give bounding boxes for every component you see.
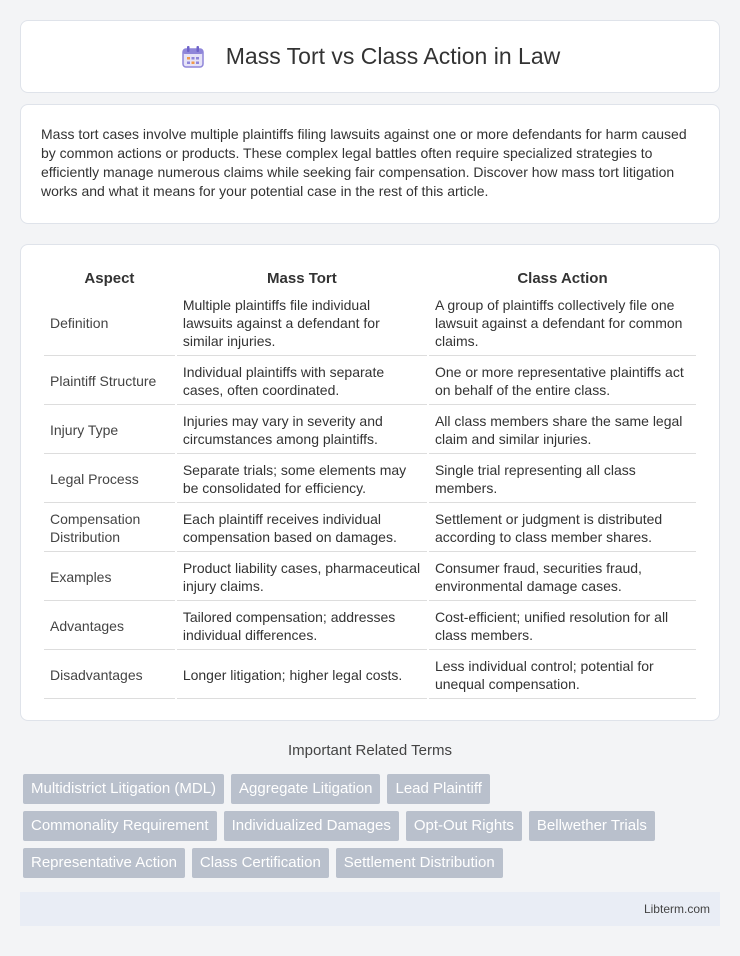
mass-tort-cell: Tailored compensation; addresses individual differences. <box>177 603 427 650</box>
table-row <box>44 554 696 601</box>
aspect-cell: Injury Type <box>44 407 175 454</box>
class-action-cell: Single trial representing all class members. <box>429 456 696 503</box>
table-row <box>44 407 696 454</box>
term-tag-settlement-distribution[interactable]: Settlement Distribution <box>336 848 503 878</box>
calendar-icon <box>180 44 206 70</box>
table-row <box>44 358 696 405</box>
mass-tort-cell: Product liability cases, pharmaceutical injury claims. <box>177 554 427 601</box>
aspect-cell: Definition <box>44 291 175 356</box>
mass-tort-cell: Each plaintiff receives individual compensation based on damages. <box>177 505 427 552</box>
mass-tort-cell: Separate trials; some elements may be consolidated for efficiency. <box>177 456 427 503</box>
column-header-class-action: Class Action <box>517 270 608 287</box>
table-row <box>44 291 696 356</box>
table-header-row <box>44 266 696 289</box>
related-terms <box>23 774 720 885</box>
tag-row <box>23 811 720 841</box>
class-action-cell: One or more representative plaintiffs act on behalf of the entire class. <box>429 358 696 405</box>
related-terms-title: Important Related Terms <box>288 742 452 759</box>
term-tag-class-certification[interactable]: Class Certification <box>192 848 329 878</box>
term-tag-multidistrict-litigation[interactable]: Multidistrict Litigation (MDL) <box>23 774 224 804</box>
term-tag-lead-plaintiff[interactable]: Lead Plaintiff <box>387 774 489 804</box>
header-card <box>20 20 720 93</box>
intro-card <box>20 104 720 224</box>
column-header-aspect: Aspect <box>84 270 135 287</box>
term-tag-aggregate-litigation[interactable]: Aggregate Litigation <box>231 774 380 804</box>
tag-row <box>23 774 720 804</box>
mass-tort-cell: Longer litigation; higher legal costs. <box>177 652 427 699</box>
aspect-cell: Legal Process <box>44 456 175 503</box>
tag-row <box>23 848 720 878</box>
footer-site-link[interactable]: Libterm.com <box>643 902 710 916</box>
mass-tort-cell: Individual plaintiffs with separate cases, often coordinated. <box>177 358 427 405</box>
footer <box>20 892 720 926</box>
column-header-mass-tort: Mass Tort <box>267 270 337 287</box>
class-action-cell: Cost-efficient; unified resolution for all class members. <box>429 603 696 650</box>
aspect-cell: Advantages <box>44 603 175 650</box>
term-tag-commonality-requirement[interactable]: Commonality Requirement <box>23 811 217 841</box>
aspect-cell: Examples <box>44 554 175 601</box>
class-action-cell: Consumer fraud, securities fraud, environmental damage cases. <box>429 554 696 601</box>
aspect-cell: Compensation Distribution <box>44 505 175 552</box>
comparison-table <box>42 264 698 701</box>
term-tag-representative-action[interactable]: Representative Action <box>23 848 185 878</box>
table-row <box>44 505 696 552</box>
term-tag-individualized-damages[interactable]: Individualized Damages <box>224 811 399 841</box>
class-action-cell: All class members share the same legal claim and similar injuries. <box>429 407 696 454</box>
intro-text: Mass tort cases involve multiple plaintiffs filing lawsuits against one or more defendants for harm caused by common actions or products. These complex legal battles often require specialized strategies to efficiently manage numerous claims while seeking fair compensation. Discover how mass tort litigation works and what it means for your potential case in the rest of this article. <box>41 126 687 199</box>
class-action-cell: A group of plaintiffs collectively file one lawsuit against a defendant for common claims. <box>429 291 696 356</box>
class-action-cell: Less individual control; potential for unequal compensation. <box>429 652 696 699</box>
table-row <box>44 603 696 650</box>
term-tag-opt-out-rights[interactable]: Opt-Out Rights <box>406 811 522 841</box>
page-title: Mass Tort vs Class Action in Law <box>225 43 561 69</box>
term-tag-bellwether-trials[interactable]: Bellwether Trials <box>529 811 655 841</box>
class-action-cell: Settlement or judgment is distributed according to class member shares. <box>429 505 696 552</box>
mass-tort-cell: Injuries may vary in severity and circumstances among plaintiffs. <box>177 407 427 454</box>
mass-tort-cell: Multiple plaintiffs file individual lawsuits against a defendant for similar injuries. <box>177 291 427 356</box>
table-row <box>44 652 696 699</box>
table-row <box>44 456 696 503</box>
comparison-card <box>20 244 720 721</box>
aspect-cell: Plaintiff Structure <box>44 358 175 405</box>
header <box>180 43 560 70</box>
aspect-cell: Disadvantages <box>44 652 175 699</box>
